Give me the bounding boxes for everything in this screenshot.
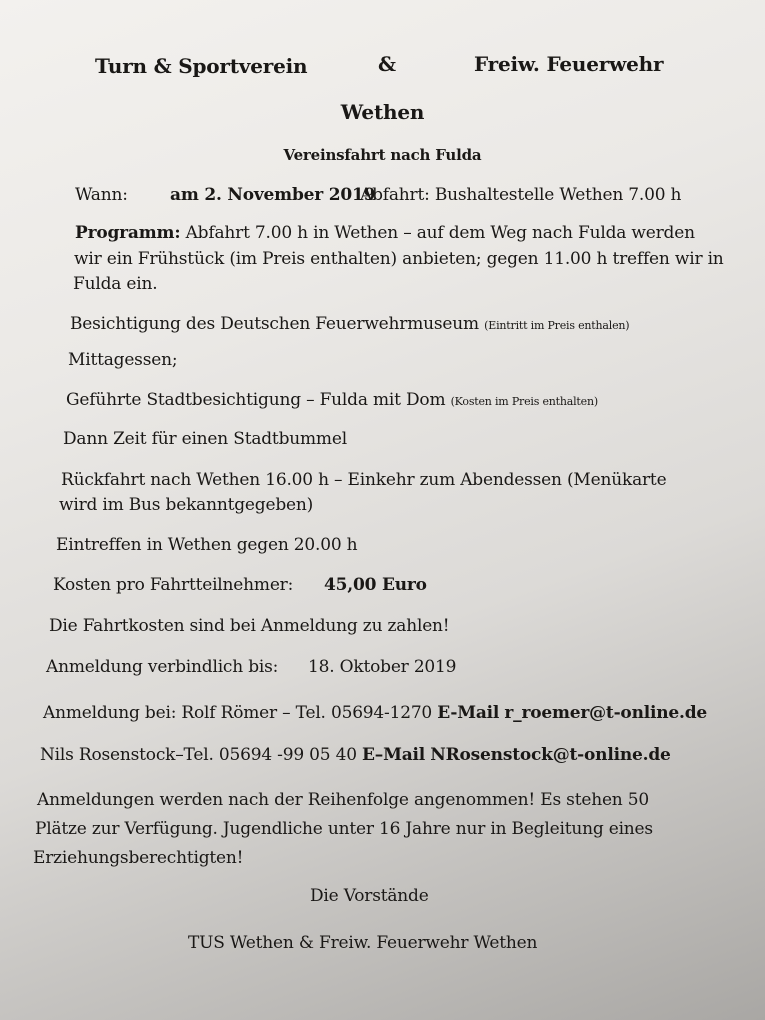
item-stroll: Dann Zeit für einen Stadtbummel xyxy=(63,429,347,449)
when-departure: Abfahrt: Bushaltestelle Wethen 7.00 h xyxy=(360,185,682,205)
contact-nils-email-label: E–Mail xyxy=(362,745,426,765)
footer-orgs: TUS Wethen & Freiw. Feuerwehr Wethen xyxy=(188,933,538,953)
note-line-2: Plätze zur Verfügung. Jugendliche unter 16 Jahre nur in Begleitung eines xyxy=(35,819,653,839)
note-line-1: Anmeldungen werden nach der Reihenfolge angenommen! Es stehen 50 xyxy=(37,790,649,810)
contact-rolf xyxy=(43,703,707,723)
contact-rolf-text: Anmeldung bei: Rolf Römer – Tel. 05694-1270 xyxy=(43,703,433,723)
tour-note: (Kosten im Preis enthalten) xyxy=(450,395,598,408)
deadline-date: 18. Oktober 2019 xyxy=(308,657,457,677)
contact-nils-text: Nils Rosenstock–Tel. 05694 -99 05 40 xyxy=(40,745,357,765)
program-line-1 xyxy=(75,223,695,243)
item-tour xyxy=(66,390,598,410)
program-line-2: wir ein Frühstück (im Preis enthalten) anbieten; gegen 11.00 h treffen wir in xyxy=(74,249,724,269)
header-place: Wethen xyxy=(340,100,425,124)
program-line-3: Fulda ein. xyxy=(73,274,158,294)
item-lunch: Mittagessen; xyxy=(68,350,178,370)
deadline-label: Anmeldung verbindlich bis: xyxy=(46,657,279,677)
item-return-1: Rückfahrt nach Wethen 16.00 h – Einkehr zum Abendessen (Menükarte xyxy=(61,470,667,490)
payment-note: Die Fahrtkosten sind bei Anmeldung zu zahlen! xyxy=(49,616,450,636)
tour-text: Geführte Stadtbesichtigung – Fulda mit Dom xyxy=(66,390,446,410)
cost-label: Kosten pro Fahrtteilnehmer: xyxy=(53,575,294,595)
contact-nils-email[interactable]: NRosenstock@t-online.de xyxy=(430,745,671,765)
item-museum xyxy=(70,314,629,334)
contact-nils xyxy=(40,745,671,765)
contact-rolf-email-label: E-Mail xyxy=(437,703,500,723)
item-return-2: wird im Bus bekanntgegeben) xyxy=(59,495,314,515)
cost-value: 45,00 Euro xyxy=(324,575,427,595)
header-left-org: Turn & Sportverein xyxy=(95,54,308,78)
item-arrival: Eintreffen in Wethen gegen 20.00 h xyxy=(56,535,358,555)
when-label: Wann: xyxy=(75,185,128,205)
program-text-1: Abfahrt 7.00 h in Wethen – auf dem Weg nach Fulda werden xyxy=(185,223,695,243)
note-line-3: Erziehungsberechtigten! xyxy=(33,848,244,868)
museum-text: Besichtigung des Deutschen Feuerwehrmuseum xyxy=(70,314,479,334)
signature: Die Vorstände xyxy=(310,886,429,906)
program-label: Programm: xyxy=(75,223,181,243)
contact-rolf-email[interactable]: r_roemer@t-online.de xyxy=(504,703,708,723)
header-ampersand: & xyxy=(378,52,396,76)
header-right-org: Freiw. Feuerwehr xyxy=(474,52,664,76)
museum-note: (Eintritt im Preis enthalen) xyxy=(484,319,630,332)
when-date: am 2. November 2019 xyxy=(170,185,376,205)
document-title: Vereinsfahrt nach Fulda xyxy=(283,146,482,164)
